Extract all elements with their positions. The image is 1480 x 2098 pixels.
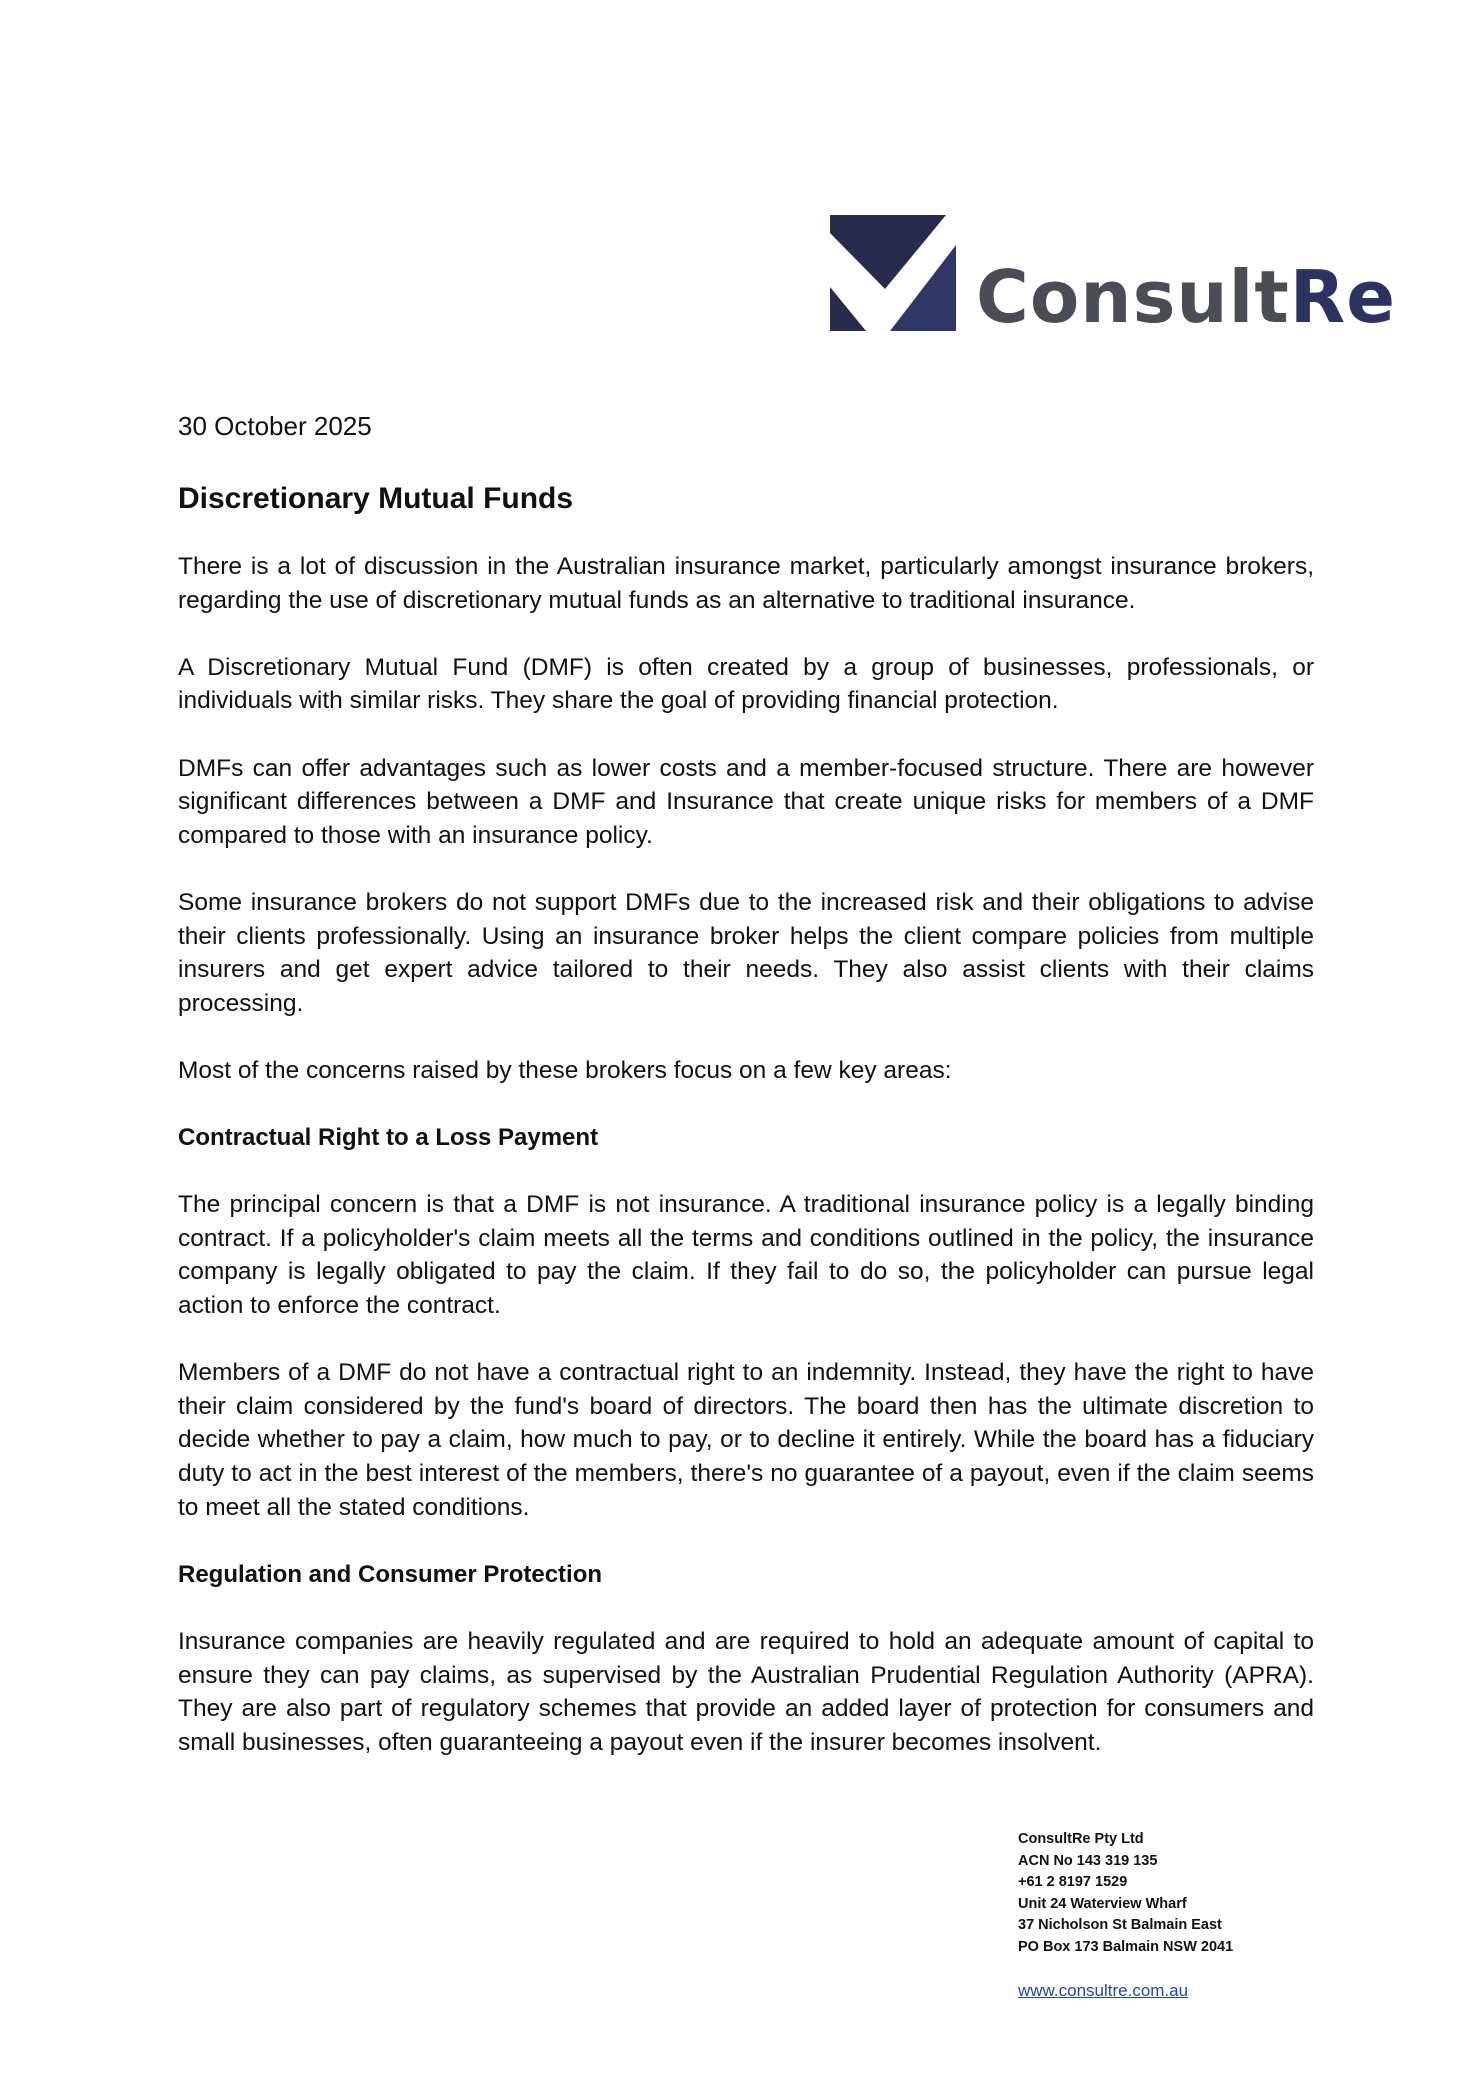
paragraph-broker-support: Some insurance brokers do not support DMFs due to the increased risk and their obligations to advise their clients professionally. Using an insurance broker helps the client compare policies from multiple insurers and get expert advice tailored to their needs. They also assist clients with their claims processing. [178, 888, 1314, 1017]
footer-po-box: PO Box 173 Balmain NSW 2041 [1018, 1938, 1234, 1955]
company-footer [1018, 1829, 1318, 2004]
paragraph-key-areas: Most of the concerns raised by these brokers focus on a few key areas: [178, 1056, 952, 1084]
letter-date: 30 October 2025 [178, 411, 372, 441]
logo-wordmark [976, 257, 1396, 337]
paragraph-dmf-advantages: DMFs can offer advantages such as lower costs and a member-focused structure. There are however significant differences between a DMF and Insurance that create unique risks for members of a DMF compared to those with an insurance policy. [178, 754, 1314, 849]
paragraph-dmf-definition: A Discretionary Mutual Fund (DMF) is often created by a group of businesses, professionals, or individuals with similar risks. They share the goal of providing financial protection. [178, 653, 1314, 715]
website-link[interactable]: www.consultre.com.au [1018, 1981, 1189, 2000]
paragraph-not-insurance: The principal concern is that a DMF is not insurance. A traditional insurance policy is a legally binding contract. If a policyholder's claim meets all the terms and conditions outlined in the policy, the insurance company is legally obligated to pay the claim. If they fail to do so, the policyholder can pursue legal action to enforce the contract. [178, 1191, 1314, 1320]
footer-address-line2: 37 Nicholson St Balmain East [1018, 1917, 1222, 1933]
paragraph-board-discretion: Members of a DMF do not have a contractual right to an indemnity. Instead, they have the right to have their claim considered by the fund's board of directors. The board then has the ultimate discretion to decide whether to pay a claim, how much to pay, or to decline it entirely. While the board has a fiduciary duty to act in the best interest of the members, there's no guarantee of a payout, even if the claim seems to meet all the stated conditions. [178, 1359, 1314, 1521]
footer-phone: +61 2 8197 1529 [1018, 1874, 1128, 1890]
footer-address-line1: Unit 24 Waterview Wharf [1018, 1895, 1187, 1912]
footer-company-name: ConsultRe Pty Ltd [1018, 1831, 1144, 1847]
paragraph-intro: There is a lot of discussion in the Australian insurance market, particularly amongst insurance brokers, regarding the use of discretionary mutual funds as an alternative to traditional insurance. [178, 553, 1314, 614]
letter-title: Discretionary Mutual Funds [178, 482, 574, 515]
heading-regulation: Regulation and Consumer Protection [178, 1560, 603, 1588]
logo-wordmark-prefix: Consult [976, 255, 1290, 339]
letter-body [178, 406, 1314, 1793]
logo-wordmark-suffix: Re [1289, 255, 1397, 339]
footer-acn: ACN No 143 319 135 [1018, 1852, 1158, 1869]
paragraph-regulation: Insurance companies are heavily regulated and are required to hold an adequate amount of capital to ensure they can pay claims, as supervised by the Australian Prudential Regulation Authority (APRA). They are also part of regulatory schemes that provide an added layer of protection for consumers and small businesses, often guaranteeing a payout even if the insurer becomes insolvent. [178, 1628, 1314, 1756]
heading-contractual-right: Contractual Right to a Loss Payment [178, 1124, 599, 1152]
consultre-logo [830, 215, 1397, 339]
checkmark-logo-icon [830, 215, 956, 331]
